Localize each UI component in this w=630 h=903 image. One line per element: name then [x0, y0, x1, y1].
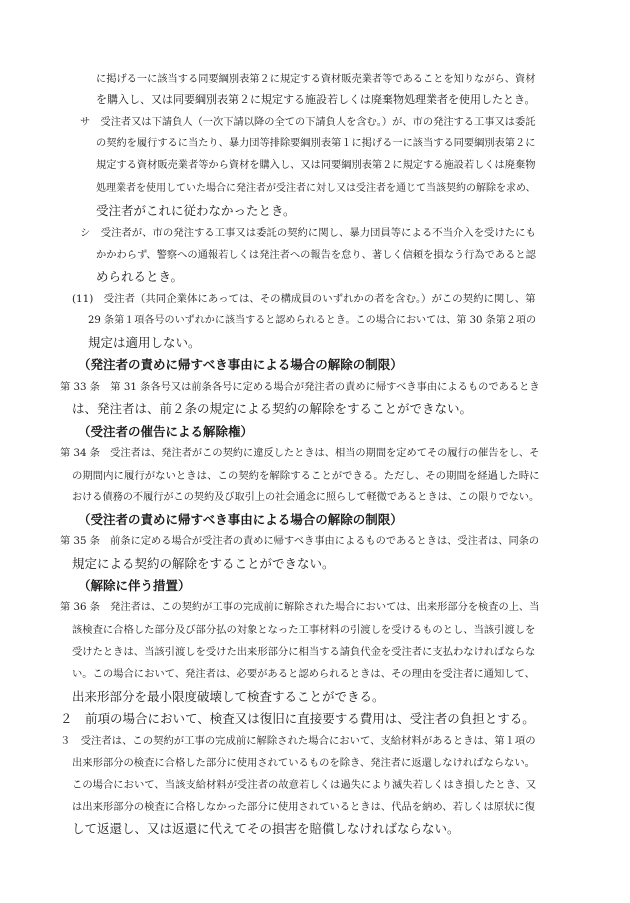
text-line: の期間内に履行がないときは、この契約を解除することができる。ただし、その期間を経過した時に: [72, 470, 540, 482]
item-shi: シ 受注者が、市の発注する工事又は委託の契約に関し、暴力団員等による不当介入を受けたにも: [80, 227, 536, 239]
text-line: 受注者がこれに従わなかったとき。: [96, 203, 296, 218]
item-sa: サ 受注者又は下請負人（一次下請以降の全ての下請負人を含む。）が、市の発注する工事又は委託: [80, 116, 536, 128]
text-line: 該検査に合格した部分及び部分払の対象となった工事材料の引渡しを受けるものとし、当該引渡しを: [72, 624, 536, 636]
text-line: に掲げる一に該当する同要綱別表第２に規定する資材販売業者等であることを知りながら、資材: [96, 74, 536, 85]
section-heading: （受注者の責めに帰すべき事由による場合の解除の制限）: [78, 512, 403, 527]
text-line: おける債務の不履行がこの契約及び取引上の社会通念に照らして軽微であるときは、この限りでない。: [72, 492, 540, 503]
text-line: は、発注者は、前２条の規定による契約の解除をすることができない。: [72, 401, 473, 416]
text-line: められるとき。: [96, 269, 184, 284]
text-line: かかわらず、警察への通報若しくは発注者への報告を怠り、著しく信頼を損なう行為であると認: [96, 249, 536, 261]
article-33: 第 33 条 第 31 条各号又は前条各号に定める場合が発注者の責めに帰すべき事由によるものであるとき: [60, 381, 540, 393]
text-line: を購入し、又は同要綱別表第２に規定する施設若しくは廃棄物処理業者を使用したとき。: [96, 93, 536, 106]
text-line: この場合において、当該支給材料が受注者の故意若しくは過失により滅失若しくはき損したとき、又: [72, 779, 537, 791]
text-line: 規定は適用しない。: [88, 335, 201, 350]
article-36: 第 36 条 発注者は、この契約が工事の完成前に解除された場合においては、出来形部分を検査の上、当: [60, 602, 540, 613]
article-34: 第 34 条 受注者は、発注者がこの契約に違反したときは、相当の期間を定めてその履行の催告をし、そ: [60, 448, 540, 459]
section-heading: （発注者の責めに帰すべき事由による場合の解除の制限）: [78, 357, 403, 372]
paragraph-3: ３ 受注者は、この契約が工事の完成前に解除された場合において、支給材料があるときは、第１項の: [60, 735, 536, 747]
article-35: 第 35 条 前条に定める場合が受注者の責めに帰すべき事由によるものであるときは、受注者は、同条の: [60, 536, 540, 547]
text-line: して返還し、又は返還に代えてその損害を賠償しなければならない。: [72, 821, 460, 836]
text-line: 規定による契約の解除をすることができない。: [72, 556, 335, 571]
text-line: 処理業者を使用していた場合に発注者が受注者に対し又は受注者を通じて当該契約の解除を求め、: [96, 183, 536, 194]
paragraph-2: ２ 前項の場合において、検査又は復旧に直接要する費用は、受注者の負担とする。: [60, 711, 535, 726]
text-line: の契約を履行するに当たり、暴力団等排除要綱別表第１に掲げる一に該当する同要綱別表第２に: [96, 138, 536, 149]
section-heading: （受注者の催告による解除権）: [78, 424, 254, 439]
section-heading: （解除に伴う措置）: [78, 578, 191, 593]
text-line: 出来形部分を最小限度破壊して検査することができる。: [72, 689, 385, 704]
item-11: (11) 受注者（共同企業体にあっては、その構成員のいずれかの者を含む。）がこの契約に関し、第: [72, 293, 536, 305]
text-line: 規定する資材販売業者等から資材を購入し、又は同要綱別表第２に規定する施設若しくは廃棄物: [96, 160, 536, 171]
text-line: 29 条第１項各号のいずれかに該当すると認められるとき。この場合においては、第 30 条第２項の: [88, 315, 537, 326]
text-line: い。この場合において、発注者は、必要があると認められるときは、その理由を受注者に通知して、: [72, 668, 535, 680]
text-line: 受けたときは、当該引渡しを受けた出来形部分に相当する請負代金を受注者に支払わなければならな: [72, 646, 536, 658]
text-line: 出来形部分の検査に合格した部分に使用されているものを除き、発注者に返還しなければならない。: [72, 757, 535, 769]
text-line: は出来形部分の検査に合格しなかった部分に使用されているときは、代品を納め、若しくは原状に復: [72, 801, 535, 813]
